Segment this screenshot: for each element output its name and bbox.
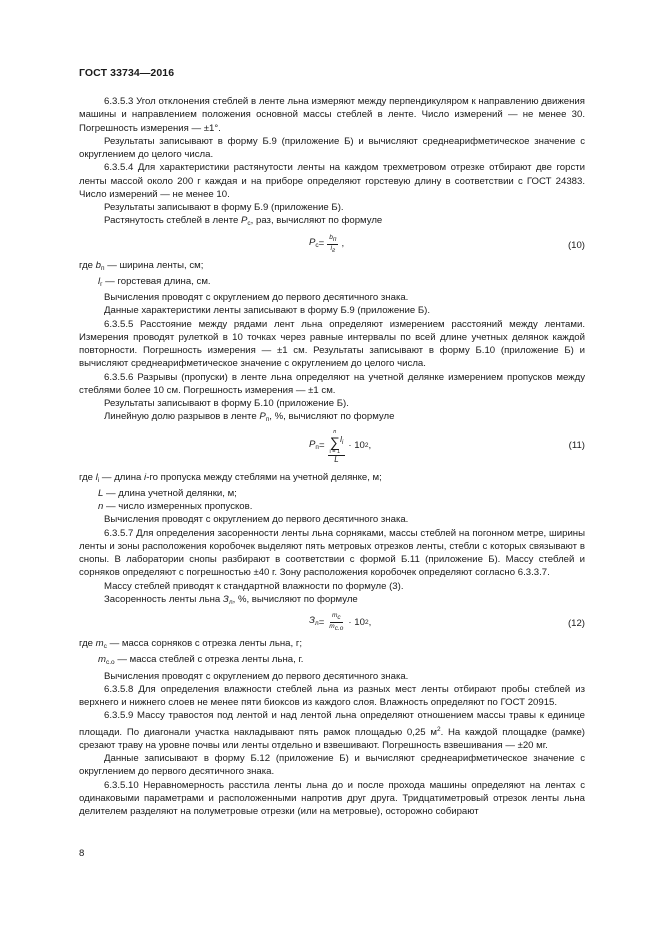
formula-intro: Растянутость стеблей в ленте $P_с$, раз, вычисляют по формуле xyxy=(104,215,383,228)
where-item: L — длина учетной делянки, м; xyxy=(98,487,237,499)
formula-fraction: $\frac{b_п}{l_г}$ xyxy=(329,233,337,254)
paragraph: Данные характеристики ленты записывают в форму Б.9 (приложение Б). xyxy=(104,305,430,317)
paragraph: Вычисления проводят с округлением до первого десятичного знака. xyxy=(104,292,409,303)
paragraph-6-3-5-10: 6.3.5.10 Неравномерность расстила ленты льна до и после прохода машины определяют на лентах с одинаковыми параметрами и расположенными напротив друг друга. Тридцатиметровый отрезок ленты льна делителем разделяют на полуметровые отрезки (или на метровые), осторожно собирают xyxy=(79,779,585,817)
paragraph-6-3-5-7: 6.3.5.7 Для определения засоренности ленты льна сорняками, массы стеблей на погонном метре, ширины ленты и зоны расположения коробочек выделяют пять метровых отрезков ленты, стебли с которых связывают в снопы. В лаборатории снопы разбирают в соответствии с формой Б.11 (приложение Б). Массу стеблей и сорняков определяют с погрешностью ±40 г. Зону расположения коробочек определяют согласно 6.3.3.7. xyxy=(79,527,585,579)
paragraph: Массу стеблей приводят к стандартной влажности по формуле (3). xyxy=(104,580,404,592)
paragraph-6-3-5-9: 6.3.5.9 Массу травостоя под лентой и над лентой льна определяют отношением массы травы к единице площади. По диагонали участка накладывают пять рамок площадью 0,25 $м^2$. На каждой площадке (рамке) срезают траву на уровне почвы или ленты отдельно и взвешивают. Погрешность взвешивания — ±20 мг. xyxy=(79,710,585,751)
where-item: n — число измеренных пропусков. xyxy=(98,501,253,512)
where-item: где $m_с$ — масса сорняков с отрезка ленты льна, г; xyxy=(79,638,303,650)
where-item: где $b_п$ — ширина ленты, см; xyxy=(79,259,204,272)
formula-number: (10) xyxy=(567,239,585,251)
where-item: $m_{с.о}$ — масса стеблей с отрезка ленты льна, г. xyxy=(98,654,304,667)
paragraph-6-3-5-4: 6.3.5.4 Для характеристики растянутости ленты на каждом трехметровом отрезке отбирают две горсти ленты массой около 200 г каждая и на приборе определяют горстевую длину в соответствии с ГОСТ 24383. Число измерений — не менее 10. xyxy=(79,162,585,200)
paragraph: Результаты записывают в форму Б.9 (приложение Б) и вычисляют среднеарифметическое значение с округлением до целого числа. xyxy=(79,135,585,160)
formula-number: (11) xyxy=(568,439,585,451)
paragraph: Данные записывают в форму Б.12 (приложение Б) и вычисляют среднеарифметическое значение с округлением до первого десятичного знака. xyxy=(79,753,585,778)
paragraph: Результаты записывают в форму Б.9 (приложение Б). xyxy=(104,202,344,213)
formula-fraction: $\frac{m_с}{m_{с.о}}$ xyxy=(329,612,344,632)
document-body xyxy=(79,95,585,818)
paragraph-6-3-5-3: 6.3.5.3 Угол отклонения стеблей в ленте льна измеряют между перпендикуляром к направлению движения машины и направлением положения основной массы стеблей в ленте. Число измерений — не менее 30. Погрешность измерения — ±1°. xyxy=(79,96,585,134)
formula-intro: Засоренность ленты льна $З_л$, %, вычисляют по формуле xyxy=(104,593,358,606)
formula-intro: Линейную долю разрывов в ленте $P_п$, %, вычисляют по формуле xyxy=(104,411,395,424)
formula-lhs: $P_п$ xyxy=(309,438,319,451)
formula-11: $P_п$ = n ∑ i = 1 $l_i$ L · 10 2 , (11) xyxy=(309,428,585,464)
where-item: где $l_i$ — длина i-го пропуска между стеблями на учетной делянке, м; xyxy=(79,471,382,484)
formula-number: (12) xyxy=(567,618,585,629)
formula-12: $З_л$ = $\frac{m_с}{m_{с.о}}$ · 10 2 , (12) xyxy=(309,612,585,632)
formula-lhs: $P_с$ xyxy=(309,236,319,249)
paragraph: Вычисления проводят с округлением до первого десятичного знака. xyxy=(104,670,409,682)
paragraph-6-3-5-6: 6.3.5.6 Разрывы (пропуски) в ленте льна определяют на учетной делянке измерением пропусков между стеблями более 10 см. Погрешность измерения — ±1 см. xyxy=(79,371,585,396)
where-item: $l_г$ — горстевая длина, см. xyxy=(98,275,211,288)
page-header: ГОСТ 33734—2016 xyxy=(79,67,175,79)
page-number: 8 xyxy=(79,848,85,859)
paragraph-6-3-5-5: 6.3.5.5 Расстояние между рядами лент льна определяют измерением расстояний между лентами. Измерения проводят рулеткой в 10 точках через равные интервалы по всей длине учетных делянок каждой повторности. Погрешность измерения — ±1 см. Результаты записывают в форму Б.10 (приложение Б) и вычисляют среднеарифметическое значение с округлением до целого числа. xyxy=(79,318,585,370)
sum-sign: n ∑ i = 1 xyxy=(329,428,341,455)
formula-lhs: $З_л$ xyxy=(309,615,319,628)
paragraph: Вычисления проводят с округлением до первого десятичного знака. xyxy=(104,514,409,526)
formula-10: $P_с$ = $\frac{b_п}{l_г}$ , (10) xyxy=(309,233,585,254)
paragraph: Результаты записывают в форму Б.10 (приложение Б). xyxy=(104,398,349,409)
formula-fraction: n ∑ i = 1 $l_i$ L xyxy=(329,428,344,464)
paragraph-6-3-5-8: 6.3.5.8 Для определения влажности стеблей льна из разных мест ленты отбирают пробы стеблей из верхнего и нижнего слоев не менее пяти биоксов из каждого слоя. Влажность определяют по ГОСТ 20915. xyxy=(79,683,585,708)
